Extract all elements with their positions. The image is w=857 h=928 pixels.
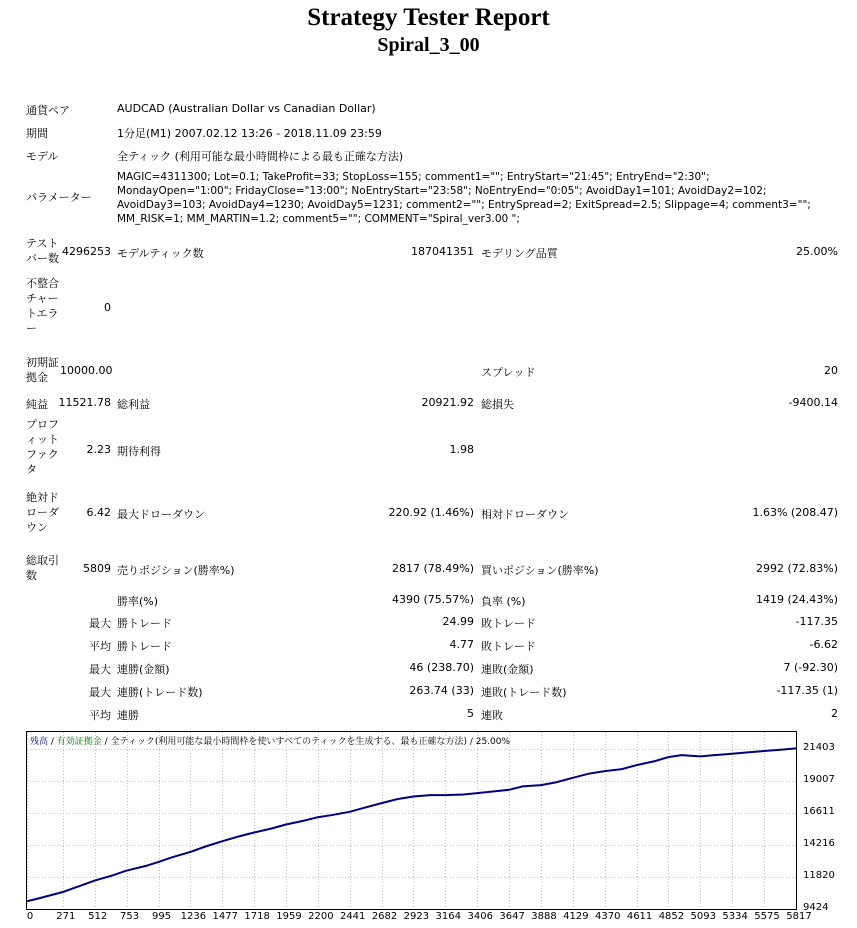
pair-label: 通貨ペア xyxy=(26,104,70,117)
period-label: 期間 xyxy=(26,127,48,140)
bars-value: 4296253 xyxy=(62,245,111,258)
long-value: 2992 (72.83%) xyxy=(755,562,838,575)
y-tick-label: 14216 xyxy=(803,837,835,849)
x-tick-label: 0 xyxy=(26,911,34,922)
cons-loss-trd-label: 連敗(トレード数) xyxy=(481,686,567,699)
cons-loss-amt-label: 連敗(金額) xyxy=(481,663,534,676)
avg-loss-label: 敗トレード xyxy=(481,640,536,653)
mismatch-label: 不整合チャートエラー xyxy=(26,277,59,335)
cons-win-amt-value: 46 (238.70) xyxy=(409,661,474,674)
winrate-value: 4390 (75.57%) xyxy=(391,593,474,606)
x-tick-label: 4611 xyxy=(626,911,653,922)
avg-cons-loss-label: 連敗 xyxy=(481,709,503,722)
expected-value: 1.98 xyxy=(449,443,474,456)
lossrate-value: 1419 (24.43%) xyxy=(755,593,838,606)
balance-chart-svg xyxy=(27,732,796,909)
x-tick-label: 4129 xyxy=(563,911,589,922)
x-tick-label: 995 xyxy=(151,911,172,922)
avg-cons-loss-value: 2 xyxy=(831,707,838,720)
avg-cons-win-label: 連勝 xyxy=(117,709,139,722)
model-value: 全ティック (利用可能な最小時間枠による最も正確な方法) xyxy=(117,150,404,163)
x-tick-label: 512 xyxy=(88,911,108,922)
max-dd-value: 220.92 (1.46%) xyxy=(388,506,474,519)
y-tick-label: 21403 xyxy=(803,742,835,753)
avg-win-label: 勝トレード xyxy=(117,640,172,653)
lossrate-label: 負率 (%) xyxy=(481,595,526,608)
legend-separator: / xyxy=(48,737,57,747)
x-tick-label: 3647 xyxy=(499,911,525,922)
x-tick-label: 5093 xyxy=(690,911,717,922)
model-label: モデル xyxy=(26,150,59,163)
long-label: 買いポジション(勝率%) xyxy=(481,564,599,577)
max-label-3: 最大 xyxy=(89,686,111,699)
pair-value: AUDCAD (Australian Dollar vs Canadian Dollar) xyxy=(117,102,376,115)
trades-label: 総取引数 xyxy=(26,554,59,582)
net-value: 11521.78 xyxy=(58,396,111,409)
y-tick-label: 19007 xyxy=(803,774,835,785)
quality-value: 25.00% xyxy=(796,245,838,258)
mismatch-value: 0 xyxy=(104,301,111,314)
short-label: 売りポジション(勝率%) xyxy=(117,564,235,577)
x-tick-label: 3164 xyxy=(435,911,461,922)
expected-label: 期待利得 xyxy=(117,445,161,458)
avg-label-1: 平均 xyxy=(89,640,111,653)
abs-dd-label: 絶対ドローダウン xyxy=(26,491,59,534)
max-dd-label: 最大ドローダウン xyxy=(117,508,205,521)
spread-value: 20 xyxy=(824,364,838,377)
legend-balance: 残高 xyxy=(30,737,49,747)
cons-win-trd-value: 263.74 (33) xyxy=(409,684,474,697)
y-tick-label: 11820 xyxy=(803,869,835,881)
avg-win-value: 4.77 xyxy=(449,638,474,651)
ticks-value: 187041351 xyxy=(411,245,474,258)
cons-loss-trd-value: -117.35 (1) xyxy=(776,684,838,697)
pf-value: 2.23 xyxy=(86,443,111,456)
x-tick-label: 2441 xyxy=(339,911,366,922)
winrate-label: 勝率(%) xyxy=(117,595,159,608)
legend-separator: / xyxy=(466,737,476,747)
max-loss-label: 敗トレード xyxy=(481,617,536,630)
avg-label-2: 平均 xyxy=(89,709,111,722)
avg-cons-win-value: 5 xyxy=(467,707,474,720)
short-value: 2817 (78.49%) xyxy=(391,562,474,575)
legend-model: 全ティック(利用可能な最小時間枠を使いすべてのティックを生成する、最も正確な方法) xyxy=(110,737,467,747)
params-value: MAGIC=4311300; Lot=0.1; TakeProfit=33; StopLoss=155; comment1=""; EntryStart="21:45"; EntryEnd="2:30"; MondayOpen="1:00"; FridayClose="13:00"; NoEntryStart="23:58"; NoEntryEnd="0:05"; AvoidDay1=101; AvoidDay2=102; AvoidDay3=103; AvoidDay4=1230; AvoidDay5=1231; comment2=""; EntrySpread=2; ExitSpread=2.5; Slippage=4; comment3=""; MM_RISK=1; MM_MARTIN=1.2; comment5=""; COMMENT="Spiral_ver3.00 "; xyxy=(117,171,811,225)
report-subtitle: Spiral_3_00 xyxy=(377,34,480,56)
max-label-1: 最大 xyxy=(89,617,111,630)
max-win-value: 24.99 xyxy=(442,615,474,628)
x-tick-label: 4852 xyxy=(658,911,685,922)
x-tick-label: 1477 xyxy=(212,911,238,922)
x-tick-label: 2200 xyxy=(308,911,334,922)
x-tick-label: 2682 xyxy=(371,911,398,922)
trades-value: 5809 xyxy=(83,562,111,575)
balance-chart xyxy=(26,731,797,910)
x-tick-label: 5817 xyxy=(786,911,812,922)
avg-loss-value: -6.62 xyxy=(809,638,838,651)
max-label-2: 最大 xyxy=(89,663,111,676)
max-loss-value: -117.35 xyxy=(795,615,838,628)
cons-loss-amt-value: 7 (-92.30) xyxy=(783,661,838,674)
gross-loss-value: -9400.14 xyxy=(788,396,838,409)
deposit-label: 初期証拠金 xyxy=(26,356,59,384)
y-tick-label: 9424 xyxy=(803,902,829,913)
cons-win-trd-label: 連勝(トレード数) xyxy=(117,686,203,699)
x-tick-label: 271 xyxy=(56,911,76,922)
period-value: 1分足(M1) 2007.02.12 13:26 - 2018.11.09 23:59 xyxy=(117,127,382,140)
report-title: Strategy Tester Report xyxy=(307,4,550,31)
deposit-value: 10000.00 xyxy=(60,364,113,377)
net-label: 純益 xyxy=(26,398,48,411)
rel-dd-value: 1.63% (208.47) xyxy=(752,506,838,519)
legend-equity: 有効証拠金 xyxy=(56,737,102,747)
y-tick-label: 16611 xyxy=(803,806,835,817)
legend-quality: 25.00% xyxy=(475,737,511,747)
spread-label: スプレッド xyxy=(481,366,536,379)
gross-loss-label: 総損失 xyxy=(481,398,514,411)
cons-win-amt-label: 連勝(金額) xyxy=(117,663,170,676)
x-tick-label: 753 xyxy=(119,911,140,922)
legend-separator: / xyxy=(101,737,111,747)
x-tick-label: 5334 xyxy=(722,911,748,922)
rel-dd-label: 相対ドローダウン xyxy=(481,508,569,521)
x-tick-label: 1236 xyxy=(180,911,207,922)
max-win-label: 勝トレード xyxy=(117,617,172,630)
gross-profit-value: 20921.92 xyxy=(421,396,474,409)
chart-legend xyxy=(30,734,510,747)
x-tick-label: 3406 xyxy=(467,911,493,922)
params-label: パラメーター xyxy=(26,191,92,204)
quality-label: モデリング品質 xyxy=(481,247,558,260)
x-tick-label: 2923 xyxy=(403,911,430,922)
gross-profit-label: 総利益 xyxy=(117,398,150,411)
x-tick-label: 1959 xyxy=(276,911,302,922)
x-tick-label: 5575 xyxy=(754,911,780,922)
bars-label: テストバー数 xyxy=(26,237,59,265)
pf-label: プロフィットファクタ xyxy=(26,418,59,476)
x-tick-label: 1718 xyxy=(244,911,270,922)
x-tick-label: 3888 xyxy=(531,911,557,922)
x-tick-label: 4370 xyxy=(594,911,621,922)
abs-dd-value: 6.42 xyxy=(86,506,111,519)
ticks-label: モデルティック数 xyxy=(117,247,204,260)
balance-series-line xyxy=(27,748,796,901)
